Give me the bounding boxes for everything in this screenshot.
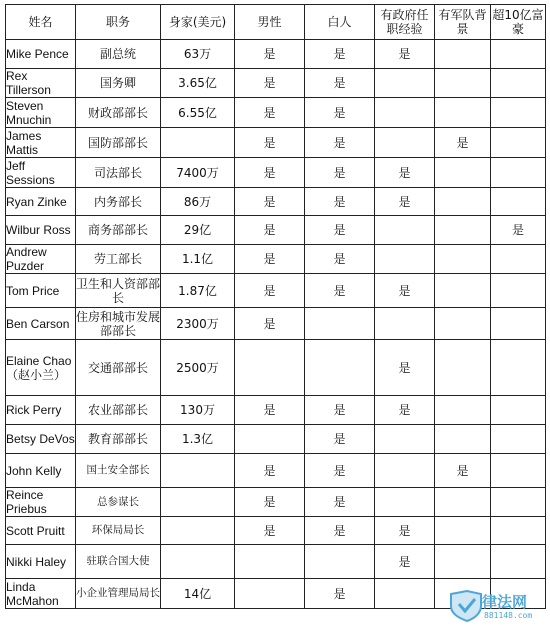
cell-white: 是 [305,98,375,128]
cell-role: 劳工部长 [76,245,161,274]
table-row [6,158,546,188]
cell-role: 财政部部长 [76,98,161,128]
cell-gov [375,308,435,340]
cell-white [305,545,375,579]
cell-wealth [161,454,235,488]
cell-gov [375,488,435,517]
header-billionaire: 超10亿富豪 [491,5,546,40]
cell-billionaire [491,188,546,216]
watermark-url: 881148.com [484,611,533,620]
cell-name: Wilbur Ross [6,216,76,245]
table-row [6,274,546,308]
cell-wealth: 1.1亿 [161,245,235,274]
cell-gov: 是 [375,396,435,425]
cell-white: 是 [305,188,375,216]
cell-male [235,579,305,609]
cell-male: 是 [235,98,305,128]
cell-military [435,216,491,245]
cell-billionaire [491,245,546,274]
cell-male: 是 [235,308,305,340]
cell-white: 是 [305,454,375,488]
cell-billionaire [491,158,546,188]
cell-billionaire: 是 [491,216,546,245]
cell-wealth: 63万 [161,40,235,69]
cell-military [435,158,491,188]
cell-role: 司法部长 [76,158,161,188]
table-row [6,454,546,488]
cell-wealth: 7400万 [161,158,235,188]
header-name: 姓名 [6,5,76,40]
cell-role: 国务卿 [76,69,161,98]
cell-white: 是 [305,425,375,454]
cell-name: James Mattis [6,128,76,158]
cell-role: 交通部部长 [76,340,161,396]
cell-gov: 是 [375,517,435,545]
table-row [6,517,546,545]
cell-white: 是 [305,579,375,609]
cell-billionaire [491,425,546,454]
cell-name: John Kelly [6,454,76,488]
cell-male: 是 [235,517,305,545]
cell-wealth: 130万 [161,396,235,425]
cell-gov: 是 [375,158,435,188]
cell-male [235,545,305,579]
cell-military [435,188,491,216]
cell-military [435,40,491,69]
cell-military [435,98,491,128]
cell-wealth [161,545,235,579]
cell-gov: 是 [375,545,435,579]
table-row [6,40,546,69]
cell-military [435,517,491,545]
cell-gov [375,98,435,128]
cell-male: 是 [235,40,305,69]
cell-name: Tom Price [6,274,76,308]
header-gov: 有政府任职经验 [375,5,435,40]
cabinet-table [5,4,546,609]
cell-male: 是 [235,488,305,517]
cell-wealth: 2500万 [161,340,235,396]
cell-billionaire [491,69,546,98]
cell-gov [375,69,435,98]
cell-gov [375,245,435,274]
cell-wealth: 3.65亿 [161,69,235,98]
table-row [6,396,546,425]
cell-male [235,340,305,396]
cell-role: 驻联合国大使 [76,545,161,579]
table-body [6,40,546,609]
cell-role: 国防部部长 [76,128,161,158]
cell-male: 是 [235,396,305,425]
cell-male: 是 [235,128,305,158]
cell-gov: 是 [375,40,435,69]
cell-wealth: 2300万 [161,308,235,340]
cell-name: Steven Mnuchin [6,98,76,128]
cell-military: 是 [435,128,491,158]
table-row [6,128,546,158]
cell-white: 是 [305,274,375,308]
cell-white [305,308,375,340]
cell-name: Rex Tillerson [6,69,76,98]
table-row [6,98,546,128]
cell-male: 是 [235,274,305,308]
cell-male: 是 [235,216,305,245]
cell-white [305,340,375,396]
cell-gov [375,128,435,158]
cell-role: 总参谋长 [76,488,161,517]
cell-wealth: 86万 [161,188,235,216]
cell-name: Nikki Haley [6,545,76,579]
table-row [6,188,546,216]
cell-name: Reince Priebus [6,488,76,517]
cell-male: 是 [235,245,305,274]
cell-military [435,308,491,340]
cell-gov: 是 [375,274,435,308]
cell-role: 商务部部长 [76,216,161,245]
cell-gov [375,454,435,488]
cell-male: 是 [235,69,305,98]
cell-white: 是 [305,40,375,69]
cell-military: 是 [435,454,491,488]
cell-military [435,245,491,274]
cell-white: 是 [305,69,375,98]
header-role: 职务 [76,5,161,40]
header-wealth: 身家(美元) [161,5,235,40]
cell-role: 内务部长 [76,188,161,216]
table-row [6,340,546,396]
cell-male: 是 [235,158,305,188]
table-row [6,425,546,454]
cell-role: 国土安全部长 [76,454,161,488]
cell-billionaire [491,128,546,158]
cell-wealth [161,488,235,517]
cell-name: Ryan Zinke [6,188,76,216]
cell-wealth: 1.87亿 [161,274,235,308]
cell-role: 农业部部长 [76,396,161,425]
cell-billionaire [491,98,546,128]
cell-role: 环保局局长 [76,517,161,545]
cell-military [435,396,491,425]
cell-billionaire [491,517,546,545]
watermark-text: 律法网 [482,593,528,611]
cell-name: Mike Pence [6,40,76,69]
cell-white: 是 [305,128,375,158]
table-row [6,308,546,340]
cell-billionaire [491,308,546,340]
table-row [6,216,546,245]
cell-gov: 是 [375,188,435,216]
cell-billionaire [491,488,546,517]
cell-role: 副总统 [76,40,161,69]
cell-name: Scott Pruitt [6,517,76,545]
table-row [6,545,546,579]
cell-name: Elaine Chao（赵小兰） [6,340,76,396]
cell-billionaire [491,274,546,308]
cell-gov [375,216,435,245]
cell-wealth [161,517,235,545]
cell-military [435,545,491,579]
cell-role: 小企业管理局局长 [76,579,161,609]
cell-wealth [161,128,235,158]
cell-billionaire [491,340,546,396]
header-military: 有军队背景 [435,5,491,40]
cell-name: Andrew Puzder [6,245,76,274]
cell-male: 是 [235,188,305,216]
cell-gov: 是 [375,340,435,396]
cell-wealth: 1.3亿 [161,425,235,454]
cell-name: Betsy DeVos [6,425,76,454]
cell-role: 住房和城市发展部部长 [76,309,161,338]
cell-military [435,425,491,454]
cell-white: 是 [305,517,375,545]
cell-military [435,488,491,517]
cell-military [435,274,491,308]
table-row [6,488,546,517]
cell-billionaire [491,40,546,69]
cell-name: Ben Carson [6,308,76,340]
cell-name: Jeff Sessions [6,158,76,188]
header-white: 白人 [305,5,375,40]
cell-white: 是 [305,488,375,517]
header-row [6,5,546,40]
cell-billionaire [491,545,546,579]
cell-role: 卫生和人资部部长 [76,274,161,308]
cell-male: 是 [235,454,305,488]
cell-wealth: 29亿 [161,216,235,245]
cell-billionaire [491,454,546,488]
header-male: 男性 [235,5,305,40]
cell-military [435,340,491,396]
cell-name: Rick Perry [6,396,76,425]
cell-name: Linda McMahon [6,579,76,609]
table-row [6,245,546,274]
cell-wealth: 6.55亿 [161,98,235,128]
cell-wealth: 14亿 [161,579,235,609]
cell-billionaire [491,396,546,425]
cell-gov [375,579,435,609]
cell-role: 教育部部长 [76,425,161,454]
cell-male [235,425,305,454]
cell-gov [375,425,435,454]
cell-white: 是 [305,245,375,274]
cell-white: 是 [305,216,375,245]
cell-military [435,69,491,98]
table-row [6,69,546,98]
cell-white: 是 [305,158,375,188]
cell-white: 是 [305,396,375,425]
